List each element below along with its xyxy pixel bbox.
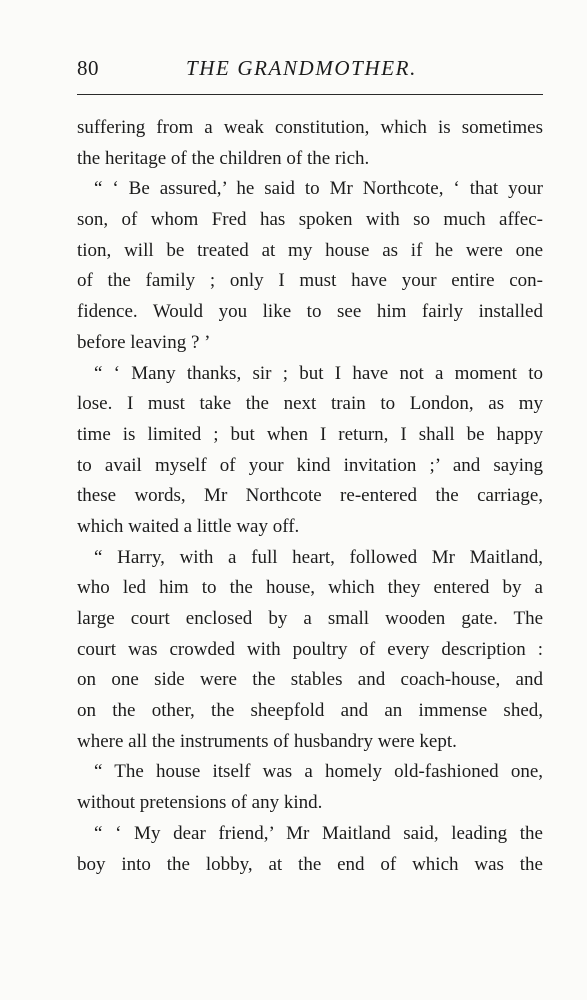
page-number: 80 <box>77 56 99 80</box>
running-title: THE GRANDMOTHER. <box>186 56 417 80</box>
text-line: on one side were the stables and coach-house, and <box>77 669 543 691</box>
text-line: fidence. Would you like to see him fairly installed <box>77 301 543 323</box>
text-line: suffering from a weak constitution, which is sometimes <box>77 117 543 138</box>
text-line: boy into the lobby, at the end of which was the <box>77 853 543 875</box>
text-line: son, of whom Fred has spoken with so much affec- <box>77 209 543 231</box>
text-line: “ ‘ My dear friend,’ Mr Maitland said, leading the <box>94 822 543 844</box>
text-line: these words, Mr Northcote re-entered the carriage, <box>77 485 543 507</box>
text-line: where all the instruments of husbandry were kept. <box>77 730 457 752</box>
text-line: on the other, the sheepfold and an immense shed, <box>77 700 543 722</box>
text-line: tion, will be treated at my house as if he were one <box>77 239 543 261</box>
text-line: “ ‘ Many thanks, sir ; but I have not a moment to <box>94 362 543 384</box>
text-line: large court enclosed by a small wooden gate. The <box>77 608 543 629</box>
text-line: “ Harry, with a full heart, followed Mr Maitland, <box>94 546 543 568</box>
paragraph <box>77 819 543 880</box>
paragraph <box>77 359 543 543</box>
paragraph <box>77 113 543 174</box>
text-line: “ ‘ Be assured,’ he said to Mr Northcote, ‘ that your <box>94 178 543 200</box>
text-line: the heritage of the children of the rich. <box>77 147 370 169</box>
text-line: of the family ; only I must have your entire con- <box>77 270 543 292</box>
text-line: which waited a little way off. <box>77 515 300 537</box>
body-text <box>77 113 543 880</box>
header-rule <box>77 94 543 95</box>
paragraph <box>77 757 543 818</box>
text-line: before leaving ? ’ <box>77 331 211 353</box>
paragraph <box>77 174 543 358</box>
text-line: to avail myself of your kind invitation ;’ and saying <box>77 454 543 476</box>
text-line: “ The house itself was a homely old-fashioned one, <box>94 761 543 783</box>
text-line: without pretensions of any kind. <box>77 792 323 814</box>
text-line: lose. I must take the next train to London, as my <box>77 393 543 415</box>
text-line: who led him to the house, which they entered by a <box>77 577 543 599</box>
text-line: court was crowded with poultry of every description : <box>77 638 543 660</box>
paragraph <box>77 543 543 758</box>
text-line: time is limited ; but when I return, I shall be happy <box>77 423 543 445</box>
